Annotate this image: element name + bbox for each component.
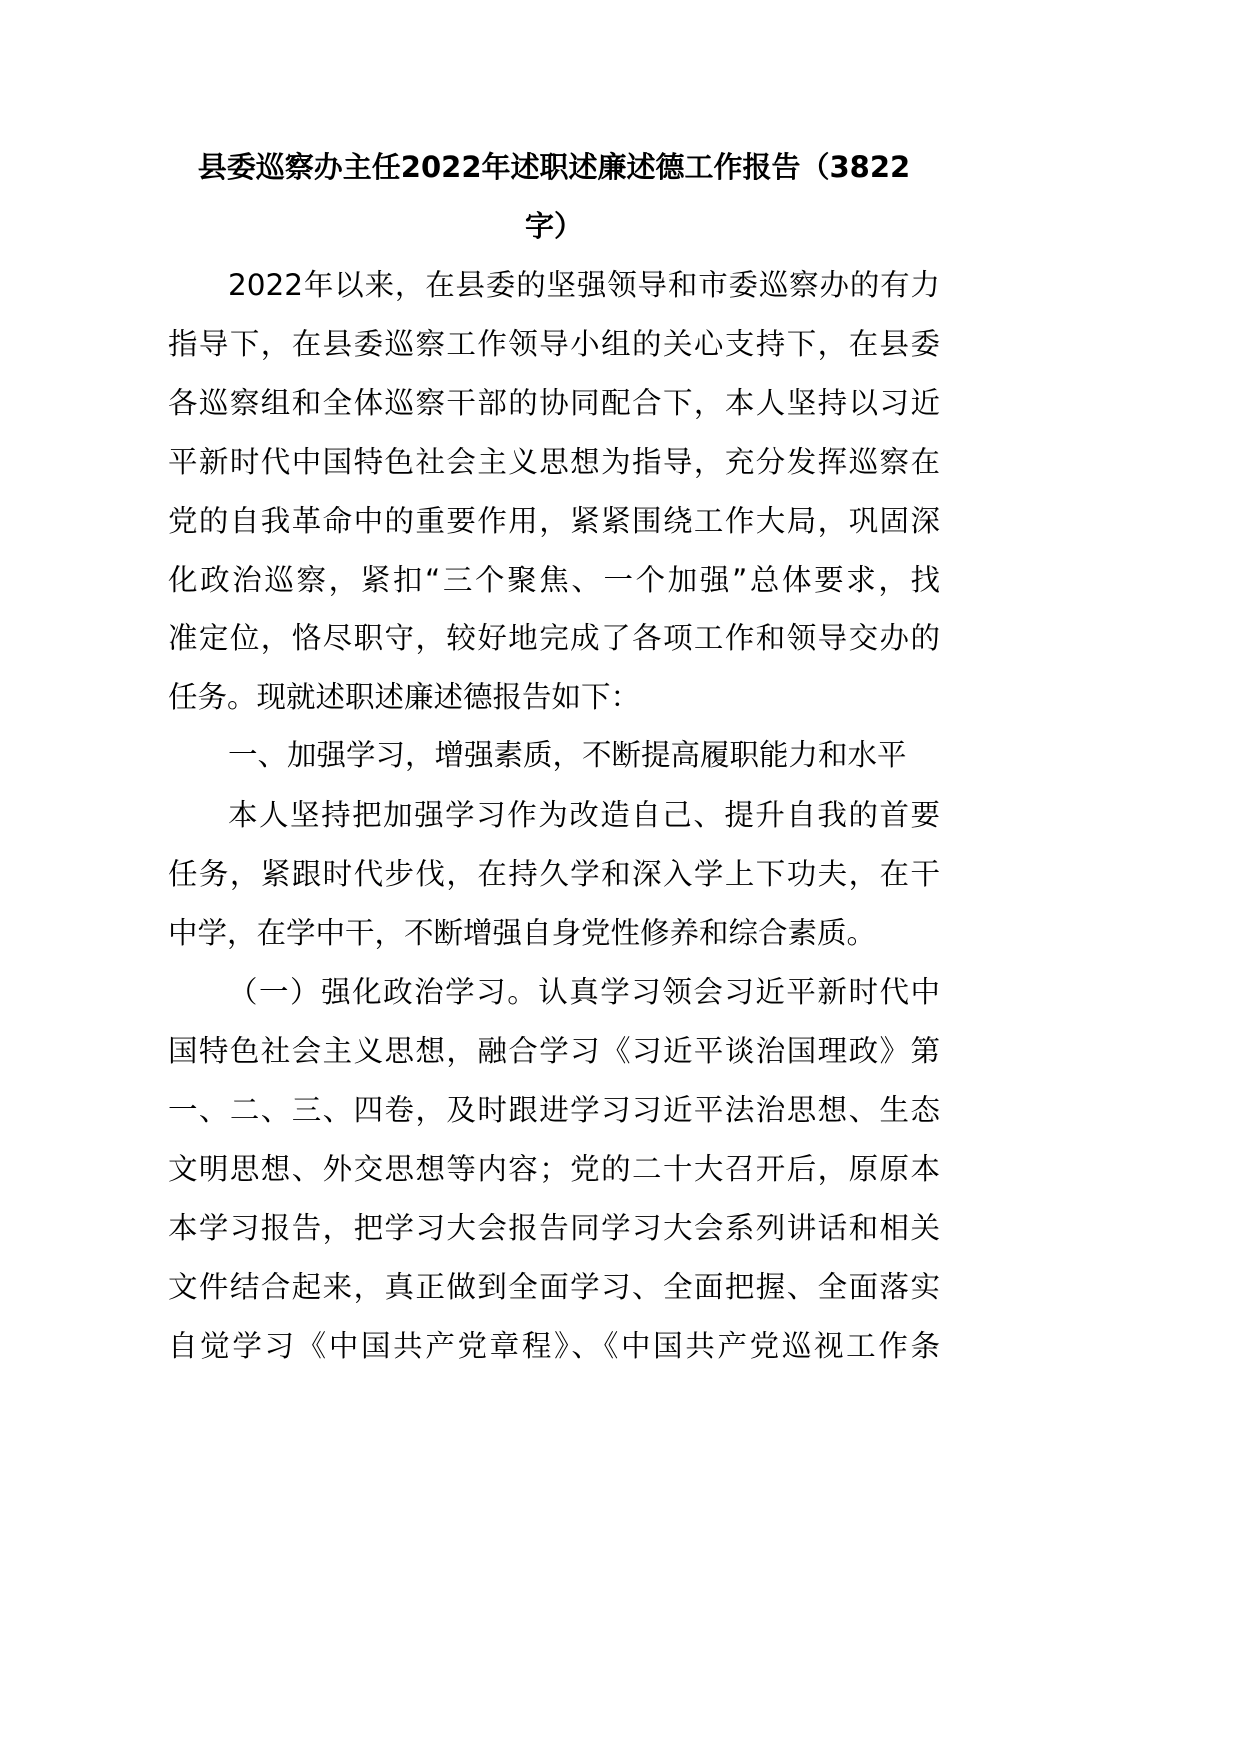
body-text-line: 任务。现就述职述廉述德报告如下： <box>168 680 641 714</box>
body-text-line: 一、加强学习，增强素质，不断提高履职能力和水平 <box>228 738 907 772</box>
body-text-line: 任务，紧跟时代步伐，在持久学和深入学上下功夫，在干 <box>168 857 940 891</box>
document-title-line-1: 县委巡察办主任2022年述职述廉述德工作报告（3822 <box>197 150 911 184</box>
body-text-line: 文件结合起来，真正做到全面学习、全面把握、全面落实 <box>168 1270 940 1304</box>
body-text-line: 化政治巡察，紧扣“三个聚焦、一个加强”总体要求，找 <box>168 563 940 597</box>
body-text-line: 自觉学习《中国共产党章程》、《中国共产党巡视工作条 <box>168 1329 940 1363</box>
document-title-line-2: 字） <box>524 209 583 243</box>
body-text-line: 文明思想、外交思想等内容；党的二十大召开后，原原本 <box>168 1152 940 1186</box>
body-text-line: 本人坚持把加强学习作为改造自己、提升自我的首要 <box>228 798 940 832</box>
body-text-line: 中学，在学中干，不断增强自身党性修养和综合素质。 <box>168 916 877 950</box>
body-text-line: 国特色社会主义思想，融合学习《习近平谈治国理政》第 <box>168 1034 940 1068</box>
body-text-line: 本学习报告，把学习大会报告同学习大会系列讲话和相关 <box>168 1211 940 1245</box>
body-text-line: 指导下，在县委巡察工作领导小组的关心支持下，在县委 <box>168 327 940 361</box>
body-text-line: （一）强化政治学习。认真学习领会习近平新时代中 <box>228 975 940 1009</box>
body-text-line: 准定位，恪尽职守，较好地完成了各项工作和领导交办的 <box>168 621 940 655</box>
body-text-line: 2022年以来，在县委的坚强领导和市委巡察办的有力 <box>228 268 940 302</box>
body-text-line: 党的自我革命中的重要作用，紧紧围绕工作大局，巩固深 <box>168 504 940 538</box>
body-text-line: 平新时代中国特色社会主义思想为指导，充分发挥巡察在 <box>168 445 940 479</box>
body-text-line: 各巡察组和全体巡察干部的协同配合下，本人坚持以习近 <box>168 386 940 420</box>
body-text-line: 一、二、三、四卷，及时跟进学习习近平法治思想、生态 <box>168 1093 940 1127</box>
